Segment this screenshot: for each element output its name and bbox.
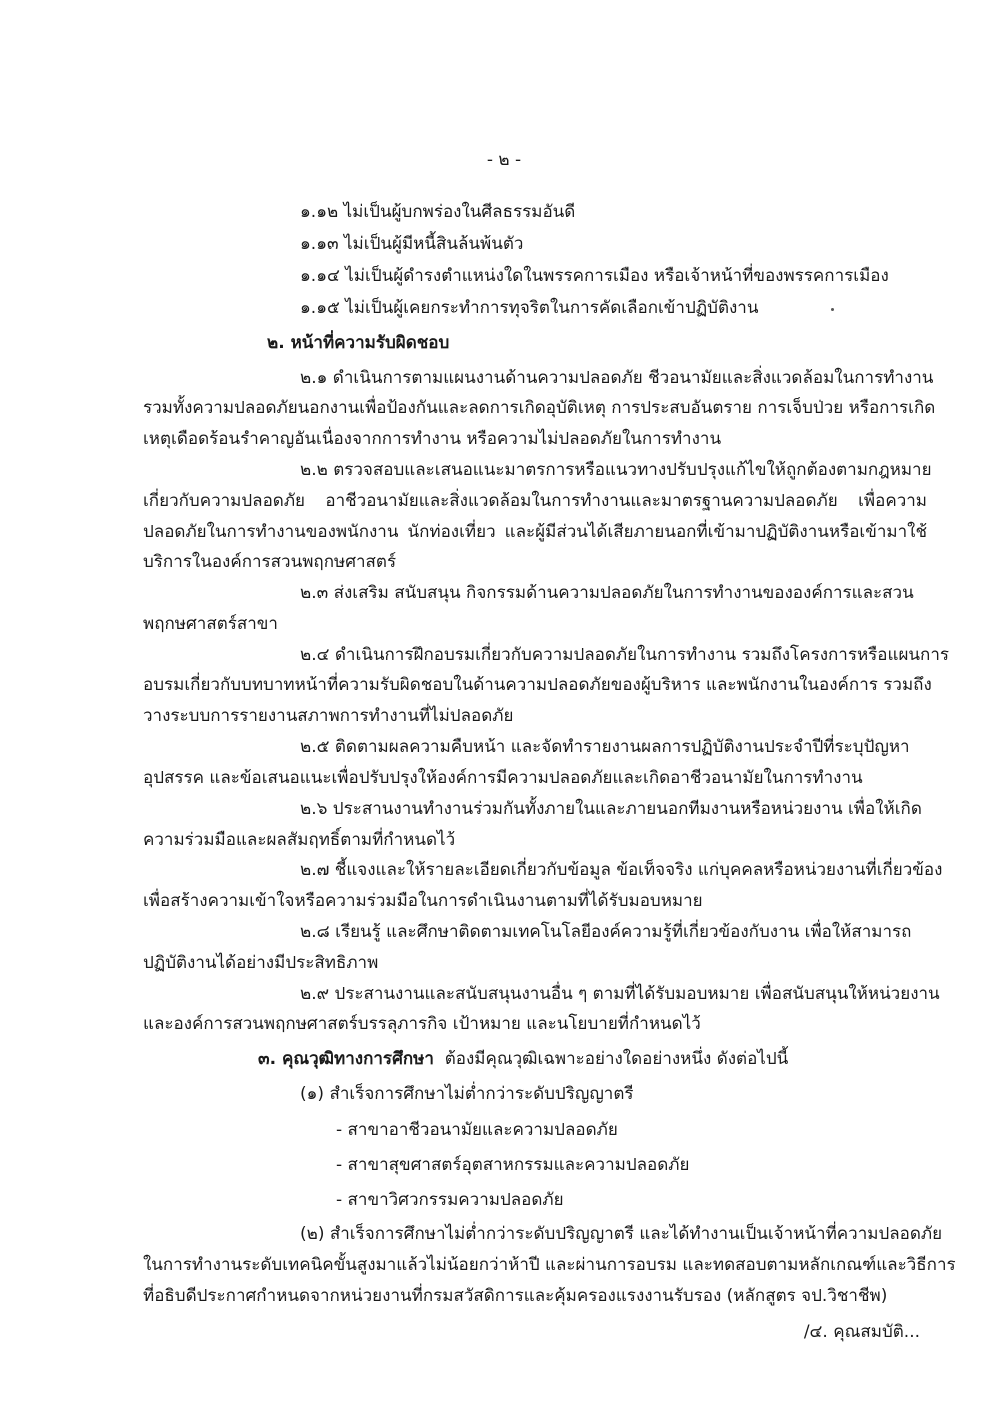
list-item: ๑.๑๒ ไม่เป็นผู้บกพร่องในศีลธรรมอันดี xyxy=(300,202,576,222)
sub-item: (๑) สำเร็จการศึกษาไม่ต่ำกว่าระดับปริญญาตรี xyxy=(300,1084,634,1104)
paragraph-line: (๒) สำเร็จการศึกษาไม่ต่ำกว่าระดับปริญญาตรี และได้ทำงานเป็นเจ้าหน้าที่ความปลอดภัย xyxy=(300,1224,943,1244)
paragraph-line: ที่อธิบดีประกาศกำหนดจากหน่วยงานที่กรมสวัสดิการและคุ้มครองแรงงานรับรอง (หลักสูตร จป.วิชาชีพ) xyxy=(143,1286,888,1306)
list-item: ๑.๑๔ ไม่เป็นผู้ดำรงตำแหน่งใดในพรรคการเมือง หรือเจ้าหน้าที่ของพรรคการเมือง xyxy=(300,266,889,286)
list-item: - สาขาอาชีวอนามัยและความปลอดภัย xyxy=(336,1120,618,1140)
paragraph-line: เพื่อสร้างความเข้าใจหรือความร่วมมือในการดำเนินงานตามที่ได้รับมอบหมาย xyxy=(143,891,703,911)
paragraph-line: ปลอดภัยในการทำงานของพนักงาน นักท่องเที่ยว และผู้มีส่วนได้เสียภายนอกที่เข้ามาปฏิบัติงานหรือเข้ามาใช้ xyxy=(143,522,927,542)
paragraph-line: ในการทำงานระดับเทคนิคขั้นสูงมาแล้วไม่น้อยกว่าห้าปี และผ่านการอบรม และทดสอบตามหลักเกณฑ์และวิธีการ xyxy=(143,1255,956,1275)
section-heading-row xyxy=(258,1047,788,1071)
list-item: ๑.๑๕ ไม่เป็นผู้เคยกระทำการทุจริตในการคัดเลือกเข้าปฏิบัติงาน xyxy=(300,298,759,318)
paragraph-line: ๒.๙ ประสานงานและสนับสนุนงานอื่น ๆ ตามที่ได้รับมอบหมาย เพื่อสนับสนุนให้หน่วยงาน xyxy=(300,984,940,1004)
paragraph-line: อบรมเกี่ยวกับบทบาทหน้าที่ความรับผิดชอบในด้านความปลอดภัยของผู้บริหาร และพนักงานในองค์การ รวมถึง xyxy=(143,675,932,695)
paragraph-line: ๒.๒ ตรวจสอบและเสนอแนะมาตรการหรือแนวทางปรับปรุงแก้ไขให้ถูกต้องตามกฎหมาย xyxy=(300,460,932,480)
scan-speck xyxy=(831,308,834,311)
paragraph-line: ปฏิบัติงานได้อย่างมีประสิทธิภาพ xyxy=(143,953,379,973)
list-item: ๑.๑๓ ไม่เป็นผู้มีหนี้สินล้นพ้นตัว xyxy=(300,234,524,254)
paragraph-line: ๒.๖ ประสานงานทำงานร่วมกันทั้งภายในและภายนอกทีมงานหรือหน่วยงาน เพื่อให้เกิด xyxy=(300,799,922,819)
paragraph-line: ความร่วมมือและผลสัมฤทธิ์ตามที่กำหนดไว้ xyxy=(143,830,456,850)
paragraph-line: วางระบบการรายงานสภาพการทำงานที่ไม่ปลอดภัย xyxy=(143,706,514,726)
paragraph-line: ๒.๘ เรียนรู้ และศึกษาติดตามเทคโนโลยีองค์ความรู้ที่เกี่ยวข้องกับงาน เพื่อให้สามารถ xyxy=(300,922,912,942)
list-item: - สาขาวิศวกรรมความปลอดภัย xyxy=(336,1190,564,1210)
section-heading: ๓. คุณวุฒิทางการศึกษา xyxy=(258,1049,434,1069)
section-heading: ๒. หน้าที่ความรับผิดชอบ xyxy=(267,333,450,353)
list-item: - สาขาสุขศาสตร์อุตสาหกรรมและความปลอดภัย xyxy=(336,1155,690,1175)
paragraph-line: รวมทั้งความปลอดภัยนอกงานเพื่อป้องกันและลดการเกิดอุบัติเหตุ การประสบอันตราย การเจ็บป่วย หรือการเกิด xyxy=(143,398,936,418)
paragraph-line: อุปสรรค และข้อเสนอแนะเพื่อปรับปรุงให้องค์การมีความปลอดภัยและเกิดอาชีวอนามัยในการทำงาน xyxy=(143,768,863,788)
paragraph-line: ๒.๗ ชี้แจงและให้รายละเอียดเกี่ยวกับข้อมูล ข้อเท็จจริง แก่บุคคลหรือหน่วยงานที่เกี่ยวข้อง xyxy=(300,860,943,880)
paragraph-line: ๒.๓ ส่งเสริม สนับสนุน กิจกรรมด้านความปลอดภัยในการทำงานขององค์การและสวน xyxy=(300,583,914,603)
paragraph-line: ๒.๔ ดำเนินการฝึกอบรมเกี่ยวกับความปลอดภัยในการทำงาน รวมถึงโครงการหรือแผนการ xyxy=(300,645,950,665)
section-note: ต้องมีคุณวุฒิเฉพาะอย่างใดอย่างหนึ่ง ดังต่อไปนี้ xyxy=(444,1049,789,1069)
paragraph-line: บริการในองค์การสวนพฤกษศาสตร์ xyxy=(143,552,397,572)
paragraph-line: ๒.๑ ดำเนินการตามแผนงานด้านความปลอดภัย ชีวอนามัยและสิ่งแวดล้อมในการทำงาน xyxy=(300,368,934,388)
continuation-note: /๔. คุณสมบัติ... xyxy=(803,1322,920,1342)
paragraph-line: เกี่ยวกับความปลอดภัย อาชีวอนามัยและสิ่งแวดล้อมในการทำงานและมาตรฐานความปลอดภัย เพื่อความ xyxy=(143,491,927,511)
paragraph-line: ๒.๕ ติดตามผลความคืบหน้า และจัดทำรายงานผลการปฏิบัติงานประจำปีที่ระบุปัญหา xyxy=(300,737,910,757)
paragraph-line: เหตุเดือดร้อนรำคาญอันเนื่องจากการทำงาน หรือความไม่ปลอดภัยในการทำงาน xyxy=(143,429,722,449)
paragraph-line: และองค์การสวนพฤกษศาสตร์บรรลุภารกิจ เป้าหมาย และนโยบายที่กำหนดไว้ xyxy=(143,1014,701,1034)
page-number: - ๒ - xyxy=(486,150,522,170)
paragraph-line: พฤกษศาสตร์สาขา xyxy=(143,614,278,634)
